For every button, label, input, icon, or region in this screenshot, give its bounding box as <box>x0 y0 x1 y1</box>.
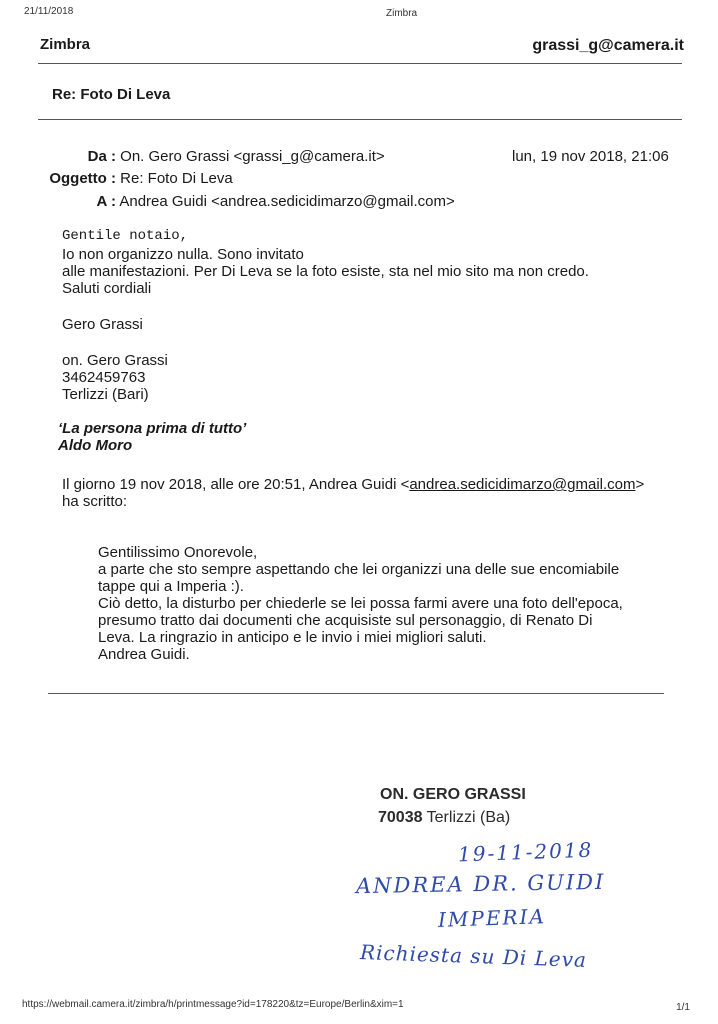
message-end-divider <box>48 693 664 694</box>
handwritten-note: Richiesta su Di Leva <box>359 940 588 972</box>
subject-row <box>40 170 233 187</box>
handwritten-name: ANDREA DR. GUIDI <box>355 869 606 899</box>
quoted-line: presumo tratto dai documenti che acquisiste sul personaggio, di Renato Di <box>98 612 593 629</box>
print-page-number: 1/1 <box>676 1002 690 1013</box>
reply-line: Io non organizzo nulla. Sono invitato <box>62 246 304 263</box>
account-email: grassi_g@camera.it <box>532 37 684 54</box>
signature-line: Terlizzi (Bari) <box>62 386 149 403</box>
quoted-line: Gentilissimo Onorevole, <box>98 544 258 561</box>
reply-sign-name: Gero Grassi <box>62 316 143 333</box>
to-row <box>40 193 455 210</box>
message-date: lun, 19 nov 2018, 21:06 <box>512 148 669 165</box>
quoted-line: Andrea Guidi. <box>98 646 190 663</box>
signature-block <box>62 352 168 403</box>
signature-line: on. Gero Grassi <box>62 352 168 369</box>
reply-line: alle manifestazioni. Per Di Leva se la foto esiste, sta nel mio sito ma non credo. <box>62 263 589 280</box>
motto <box>58 420 246 454</box>
signature-line: 3462459763 <box>62 369 146 386</box>
stamp-city: Terlizzi (Ba) <box>426 809 511 826</box>
quoted-message <box>98 544 623 663</box>
subject-heading: Re: Foto Di Leva <box>52 86 171 103</box>
quoted-line: Leva. La ringrazio in anticipo e le invio i miei migliori saluti. <box>98 629 487 646</box>
quoted-line: tappe qui a Imperia :). <box>98 578 244 595</box>
quoted-intro-suffix: > <box>635 476 645 493</box>
from-value: On. Gero Grassi <grassi_g@camera.it> <box>120 148 385 165</box>
subject-divider <box>38 119 682 120</box>
quoted-line: a parte che sto sempre aspettando che lei organizzi una delle sue encomiabile <box>98 561 620 578</box>
header-divider <box>38 63 682 64</box>
motto-quote: ‘La persona prima di tutto’ <box>58 420 247 437</box>
quoted-intro-line2: ha scritto: <box>62 493 128 510</box>
subject-value: Re: Foto Di Leva <box>120 170 233 187</box>
to-label: A : <box>96 193 116 210</box>
quoted-sender-email-link[interactable]: andrea.sedicidimarzo@gmail.com <box>409 476 636 493</box>
stamp-name: ON. GERO GRASSI <box>380 786 526 803</box>
print-url: https://webmail.camera.it/zimbra/h/printmessage?id=178220&tz=Europe/Berlin&xim=1 <box>22 999 404 1010</box>
stamp-address <box>378 809 510 827</box>
reply-line: Saluti cordiali <box>62 280 152 297</box>
subject-label: Oggetto : <box>49 170 116 187</box>
from-label: Da : <box>87 148 116 165</box>
quoted-intro <box>62 476 644 493</box>
to-value: Andrea Guidi <andrea.sedicidimarzo@gmail.com> <box>119 193 455 210</box>
reply-greeting: Gentile notaio, <box>62 228 189 244</box>
handwritten-date: 19-11-2018 <box>457 837 594 867</box>
print-title: Zimbra <box>386 8 418 19</box>
from-row <box>40 148 385 165</box>
handwritten-city: IMPERIA <box>437 904 547 932</box>
print-date: 21/11/2018 <box>24 6 74 17</box>
quoted-intro-prefix: Il giorno 19 nov 2018, alle ore 20:51, Andrea Guidi < <box>62 476 410 493</box>
quoted-line: Ciò detto, la disturbo per chiederle se lei possa farmi avere una foto dell'epoca, <box>98 595 623 612</box>
reply-body <box>62 246 589 297</box>
stamp-postcode: 70038 <box>378 809 423 826</box>
app-name: Zimbra <box>40 36 91 53</box>
motto-author: Aldo Moro <box>58 437 133 454</box>
